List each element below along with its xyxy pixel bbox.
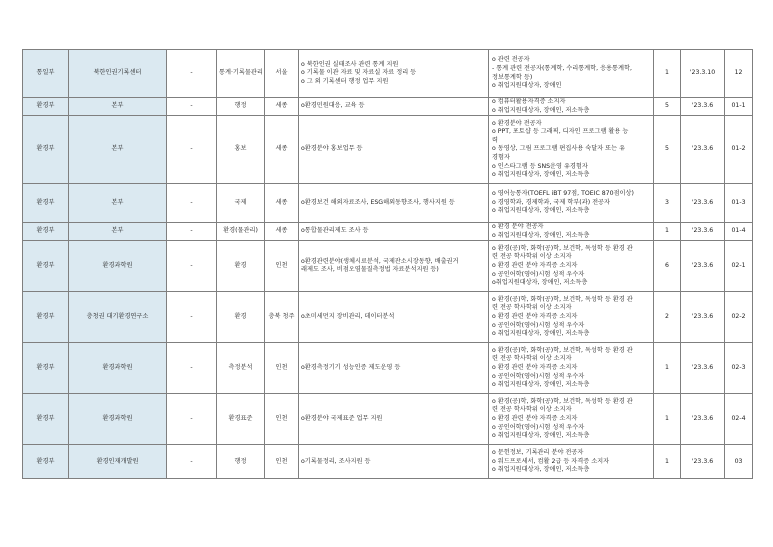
posting-date-cell: '23.3.6 (681, 98, 725, 116)
field-cell: 환경표준 (217, 394, 265, 445)
dept-cell: - (167, 184, 217, 223)
field-cell: 행정 (217, 98, 265, 116)
posting-date-cell: '23.3.6 (681, 223, 725, 241)
qualification-line: o 환경 관련 분야 자격증 소지자 (492, 415, 578, 423)
table-row (23, 116, 753, 184)
table-row (23, 223, 753, 241)
qualification-line: 련 전공 학사학위 이상 소지자 (492, 253, 572, 261)
duties-line: o환경분야 국제표준 업무 지원 (301, 415, 383, 423)
headcount-cell: 5 (654, 116, 681, 184)
job-listing-table (22, 49, 753, 479)
qualification-line: - 통계 관련 전공자(통계학, 수리통계학, 응용통계학, (492, 64, 632, 72)
location-cell: 세종 (265, 223, 299, 241)
qualification-cell (489, 50, 654, 98)
qualification-line: o 취업지원대상자, 장애인, 저소득층 (492, 330, 590, 338)
qualification-cell (489, 241, 654, 292)
duties-line: o 그 외 기록센터 행정 업무 지원 (301, 77, 389, 85)
qualification-cell (489, 184, 654, 223)
dept-cell: - (167, 50, 217, 98)
agency-cell: 환경인재개발원 (69, 445, 167, 479)
headcount-cell: 1 (654, 223, 681, 241)
location-cell: 세종 (265, 116, 299, 184)
dept-cell: - (167, 394, 217, 445)
number-cell: 02-1 (725, 241, 753, 292)
qualification-line: o 환경 분야 전공자 (492, 223, 544, 231)
dept-cell: - (167, 241, 217, 292)
number-cell: 01-3 (725, 184, 753, 223)
qualification-line: o 취업지원대상자, 장애인, 저소득층 (492, 432, 590, 440)
duties-cell (299, 241, 489, 292)
duties-line: o환경측정기기 성능인증 제도운영 등 (301, 364, 401, 372)
duties-cell (299, 292, 489, 343)
posting-date-cell: '23.3.6 (681, 241, 725, 292)
table-row (23, 50, 753, 98)
duties-cell (299, 50, 489, 98)
number-cell: 01-4 (725, 223, 753, 241)
qualification-cell (489, 292, 654, 343)
qualification-line: 경험자 (492, 153, 510, 161)
duties-line: o환경보건 해외자료조사, ESG해외동향조사, 행사지원 등 (301, 198, 455, 206)
qualification-line: o 취업지원대상자, 장애인, 저소득층 (492, 106, 590, 114)
dept-cell: - (167, 223, 217, 241)
qualification-cell (489, 98, 654, 116)
number-cell: 03 (725, 445, 753, 479)
qualification-line: o 취업지원대상자, 장애인, 저소득층 (492, 466, 590, 474)
field-cell: 통계·기록물관리 (217, 50, 265, 98)
qualification-line: o 동영상, 그림 프로그램 편집사용 숙달자 또는 유 (492, 145, 626, 153)
dept-cell: - (167, 98, 217, 116)
ministry-cell: 환경부 (23, 445, 69, 479)
duties-cell (299, 394, 489, 445)
duties-cell (299, 116, 489, 184)
ministry-cell: 환경부 (23, 223, 69, 241)
dept-cell: - (167, 445, 217, 479)
qualification-line: o 취업지원대상자, 장애인 (492, 82, 562, 90)
field-cell: 환경 (217, 241, 265, 292)
duties-cell (299, 98, 489, 116)
qualification-line: o 공인어학(영어)시험 성적 우수자 (492, 423, 585, 431)
qualification-line: o 컴퓨터활용자격증 소지자 (492, 98, 566, 105)
headcount-cell: 1 (654, 343, 681, 394)
dept-cell: - (167, 292, 217, 343)
headcount-cell: 3 (654, 184, 681, 223)
qualification-line: 련 전공 학사학위 이상 소지자 (492, 406, 572, 414)
qualification-line: 력 (492, 136, 498, 144)
qualification-line: 정보통계학 등) (492, 73, 533, 81)
posting-date-cell: '23.3.6 (681, 394, 725, 445)
ministry-cell: 환경부 (23, 241, 69, 292)
qualification-line: 련 전공 학사학위 이상 소지자 (492, 304, 572, 312)
qualification-line: o 취업지원대상자, 장애인, 저소득층 (492, 207, 590, 215)
ministry-cell: 환경부 (23, 116, 69, 184)
agency-cell: 환경과학원 (69, 394, 167, 445)
duties-line: o환경민원대응, 교육 등 (301, 102, 365, 110)
duties-cell (299, 184, 489, 223)
agency-cell: 본부 (69, 98, 167, 116)
qualification-line: o취업지원대상자, 장애인, 저소득층 (492, 279, 588, 287)
table-row (23, 343, 753, 394)
qualification-line: o 환경(공)학, 화학(공)학, 보건학, 독성학 등 환경 관 (492, 346, 633, 354)
qualification-line: o 공인어학(영어)시험 성적 우수자 (492, 372, 585, 380)
table-row (23, 445, 753, 479)
dept-cell: - (167, 343, 217, 394)
qualification-line: o 경영학과, 경제학과, 국제 학부(과) 전공자 (492, 198, 611, 206)
qualification-line: o 관련 전공자 (492, 56, 530, 64)
agency-cell: 환경과학원 (69, 343, 167, 394)
ministry-cell: 환경부 (23, 292, 69, 343)
number-cell: 12 (725, 50, 753, 98)
number-cell: 02-4 (725, 394, 753, 445)
table-row (23, 241, 753, 292)
table-row (23, 292, 753, 343)
headcount-cell: 5 (654, 98, 681, 116)
qualification-line: o 취업지원대상자, 장애인, 저소득층 (492, 231, 590, 239)
posting-date-cell: '23.3.6 (681, 292, 725, 343)
qualification-cell (489, 223, 654, 241)
location-cell: 인천 (265, 343, 299, 394)
qualification-line: o 공인어학(영어)시험 성적 우수자 (492, 321, 585, 329)
headcount-cell: 1 (654, 394, 681, 445)
number-cell: 01-2 (725, 116, 753, 184)
headcount-cell: 1 (654, 50, 681, 98)
qualification-line: o 공인어학(영어)시험 성적 우수자 (492, 270, 585, 278)
ministry-cell: 통일부 (23, 50, 69, 98)
duties-line: o통합물관리제도 조사 등 (301, 227, 369, 235)
number-cell: 02-2 (725, 292, 753, 343)
agency-cell: 본부 (69, 223, 167, 241)
duties-cell (299, 343, 489, 394)
headcount-cell: 6 (654, 241, 681, 292)
duties-cell (299, 223, 489, 241)
field-cell: 측정분석 (217, 343, 265, 394)
qualification-line: o 문헌정보, 기록관리 분야 전공자 (492, 448, 584, 456)
agency-cell: 충청권 대기환경연구소 (69, 292, 167, 343)
location-cell: 인천 (265, 445, 299, 479)
qualification-line: o 워드프로세서, 컴활 2급 등 자격증 소지자 (492, 457, 610, 465)
agency-cell: 본부 (69, 116, 167, 184)
qualification-line: o 영어능통자(TOEFL iBT 97점, TOEIC 870점이상) (492, 190, 634, 198)
field-cell: 국제 (217, 184, 265, 223)
field-cell: 환경 (217, 292, 265, 343)
field-cell: 환경(물관리) (217, 223, 265, 241)
duties-cell (299, 445, 489, 479)
qualification-line: 련 전공 학사학위 이상 소지자 (492, 355, 572, 363)
number-cell: 02-3 (725, 343, 753, 394)
duties-line: 래제도 조사, 비점오염물질측정법 자료분석지원 등) (301, 266, 439, 274)
duties-line: o 기록물 이관 자료 및 자료실 자료 정리 등 (301, 69, 417, 77)
duties-line: o기록물정리, 조사지원 등 (301, 457, 371, 465)
ministry-cell: 환경부 (23, 98, 69, 116)
ministry-cell: 환경부 (23, 184, 69, 223)
location-cell: 서울 (265, 50, 299, 98)
qualification-cell (489, 394, 654, 445)
location-cell: 세종 (265, 184, 299, 223)
ministry-cell: 환경부 (23, 394, 69, 445)
table-row (23, 98, 753, 116)
field-cell: 행정 (217, 445, 265, 479)
posting-date-cell: '23.3.6 (681, 184, 725, 223)
duties-line: o환경관련분야(생체시료분석, 국제잔소시장동향, 배출권거 (301, 257, 459, 265)
duties-line: o 북한인권 실태조사 관련 통계 지원 (301, 60, 399, 68)
duties-line: o환경분야 홍보업무 등 (301, 145, 363, 153)
dept-cell: - (167, 116, 217, 184)
posting-date-cell: '23.3.6 (681, 343, 725, 394)
qualification-line: o 환경 관련 분야 자격증 소지자 (492, 262, 578, 270)
qualification-line: o 환경분야 전공자 (492, 119, 542, 127)
qualification-line: o 취업지원대상자, 장애인, 저소득층 (492, 381, 590, 389)
qualification-line: o 환경(공)학, 화학(공)학, 보건학, 독성학 등 환경 관 (492, 295, 633, 303)
location-cell: 세종 (265, 98, 299, 116)
qualification-cell (489, 116, 654, 184)
posting-date-cell: '23.3.6 (681, 116, 725, 184)
qualification-line: o 취업지원대상자, 장애인, 저소득층 (492, 171, 590, 179)
field-cell: 홍보 (217, 116, 265, 184)
qualification-line: o 환경(공)학, 화학(공)학, 보건학, 독성학 등 환경 관 (492, 397, 633, 405)
posting-date-cell: '23.3.6 (681, 445, 725, 479)
posting-date-cell: '23.3.10 (681, 50, 725, 98)
location-cell: 인천 (265, 241, 299, 292)
agency-cell: 북한인권기록센터 (69, 50, 167, 98)
table-row (23, 394, 753, 445)
duties-line: o초미세먼지 장비관리, 데이터분석 (301, 313, 395, 321)
qualification-line: o 환경(공)학, 화학(공)학, 보건학, 독성학 등 환경 관 (492, 244, 633, 252)
agency-cell: 환경과학원 (69, 241, 167, 292)
location-cell: 충북 청주 (265, 292, 299, 343)
qualification-cell (489, 343, 654, 394)
qualification-line: o PPT, 포토샵 등 그래픽, 디자인 프로그램 활용 능 (492, 128, 629, 136)
table-row (23, 184, 753, 223)
headcount-cell: 2 (654, 292, 681, 343)
headcount-cell: 1 (654, 445, 681, 479)
qualification-line: o 환경 관련 분야 자격증 소지자 (492, 364, 578, 372)
qualification-line: o 인스타그램 등 SNS운영 유경험자 (492, 162, 588, 170)
location-cell: 인천 (265, 394, 299, 445)
number-cell: 01-1 (725, 98, 753, 116)
agency-cell: 본부 (69, 184, 167, 223)
qualification-cell (489, 445, 654, 479)
qualification-line: o 환경 관련 분야 자격증 소지자 (492, 313, 578, 321)
ministry-cell: 환경부 (23, 343, 69, 394)
